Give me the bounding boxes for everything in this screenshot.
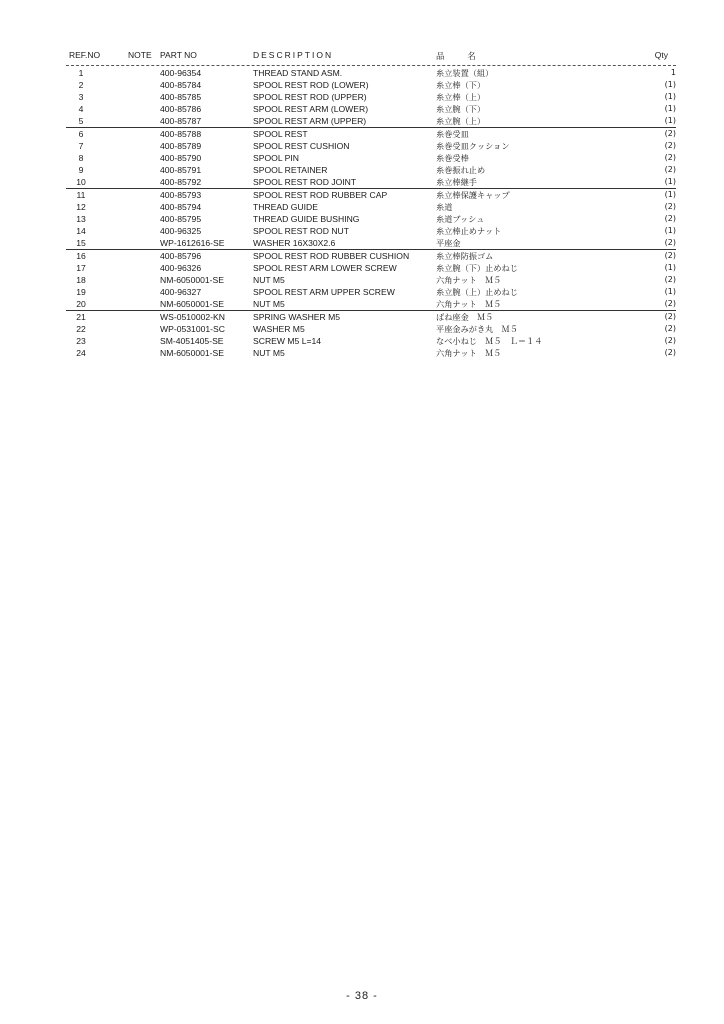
qty-cell: (1) (664, 177, 676, 186)
japanese-name-cell: 糸立装置（組） (436, 68, 494, 78)
description-cell: THREAD GUIDE (253, 202, 318, 212)
table-header (66, 48, 676, 62)
japanese-name-cell: 平座金みがき丸 Ｍ５ (436, 324, 518, 334)
qty-cell: (2) (664, 202, 676, 211)
ref-no-cell: 16 (76, 251, 86, 261)
description-cell: SPOOL RETAINER (253, 165, 328, 175)
japanese-name-cell: 糸巻振れ止め (436, 165, 486, 175)
ref-no-cell: 5 (78, 116, 84, 126)
qty-cell: (2) (664, 129, 676, 138)
japanese-name-cell: 糸立棒（下） (436, 80, 486, 90)
part-no-cell: 400-85790 (160, 153, 202, 163)
table-row (66, 249, 676, 262)
part-no-cell: 400-85795 (160, 214, 202, 224)
part-no-cell: NM-6050001-SE (160, 299, 225, 309)
part-no-cell: 400-85788 (160, 129, 202, 139)
qty-cell: (1) (664, 116, 676, 125)
ref-no-cell: 24 (76, 348, 86, 358)
description-cell: NUT M5 (253, 348, 285, 358)
japanese-name-cell: ばね座金 Ｍ５ (436, 312, 494, 322)
description-cell: SPOOL REST (253, 129, 308, 139)
table-row (66, 262, 676, 274)
part-no-cell: WP-1612616-SE (160, 238, 225, 248)
part-no-cell: 400-96326 (160, 263, 202, 273)
table-row (66, 79, 676, 91)
part-no-cell: 400-96327 (160, 287, 202, 297)
japanese-name-cell: 糸立棒（上） (436, 92, 486, 102)
ref-no-cell: 10 (76, 177, 86, 187)
description-cell: WASHER 16X30X2.6 (253, 238, 336, 248)
qty-cell: (1) (664, 92, 676, 101)
description-cell: SPOOL REST ROD RUBBER CUSHION (253, 251, 410, 261)
table-row (66, 188, 676, 201)
qty-cell: (2) (664, 251, 676, 260)
ref-no-cell: 11 (76, 190, 86, 200)
table-row (66, 225, 676, 237)
japanese-name-cell: 糸立腕（下） (436, 104, 486, 114)
description-cell: THREAD GUIDE BUSHING (253, 214, 360, 224)
japanese-name-cell: 糸立腕（上） (436, 116, 486, 126)
japanese-name-cell: 六角ナット Ｍ５ (436, 348, 502, 358)
description-cell: NUT M5 (253, 299, 285, 309)
description-cell: SPOOL REST ARM LOWER SCREW (253, 263, 397, 273)
description-cell: NUT M5 (253, 275, 285, 285)
ref-no-cell: 1 (78, 68, 84, 78)
description-cell: SPOOL REST ROD NUT (253, 226, 349, 236)
table-row (66, 298, 676, 310)
table-row (66, 164, 676, 176)
header-qty: Qty (654, 50, 668, 60)
qty-cell: (2) (664, 165, 676, 174)
table-row (66, 347, 676, 359)
table-row (66, 310, 676, 323)
description-cell: SPOOL REST ROD JOINT (253, 177, 357, 187)
part-no-cell: 400-85787 (160, 116, 202, 126)
qty-cell: (1) (664, 287, 676, 296)
ref-no-cell: 8 (78, 153, 84, 163)
description-cell: WASHER M5 (253, 324, 305, 334)
table-row (66, 323, 676, 335)
part-no-cell: 400-96354 (160, 68, 202, 78)
table-body (66, 67, 676, 359)
page-number: - 38 - (346, 990, 378, 1002)
part-no-cell: 400-85791 (160, 165, 202, 175)
description-cell: SPOOL REST ROD (LOWER) (253, 80, 369, 90)
japanese-name-cell: 平座金 (436, 238, 461, 248)
qty-cell: 1 (670, 68, 676, 77)
description-cell: SPOOL REST ROD RUBBER CAP (253, 190, 388, 200)
table-row (66, 127, 676, 140)
japanese-name-cell: 糸巻受皿 (436, 129, 469, 139)
table-row (66, 140, 676, 152)
ref-no-cell: 13 (76, 214, 86, 224)
japanese-name-cell: 六角ナット Ｍ５ (436, 275, 502, 285)
description-cell: SPRING WASHER M5 (253, 312, 341, 322)
qty-cell: (1) (664, 80, 676, 89)
description-cell: SCREW M5 L=14 (253, 336, 322, 346)
table-row (66, 201, 676, 213)
japanese-name-cell: 糸立棒防振ゴム (436, 251, 494, 261)
description-cell: SPOOL REST CUSHION (253, 141, 350, 151)
part-no-cell: 400-85793 (160, 190, 202, 200)
table-row (66, 115, 676, 127)
ref-no-cell: 23 (76, 336, 86, 346)
header-description: DESCRIPTION (253, 50, 334, 60)
qty-cell: (2) (664, 238, 676, 247)
ref-no-cell: 6 (78, 129, 84, 139)
header-note: NOTE (128, 50, 152, 60)
japanese-name-cell: なべ小ねじ Ｍ５ Ｌ＝１４ (436, 336, 543, 346)
qty-cell: (1) (664, 104, 676, 113)
description-cell: SPOOL REST ARM (UPPER) (253, 116, 367, 126)
ref-no-cell: 2 (78, 80, 84, 90)
parts-table (66, 48, 676, 359)
ref-no-cell: 18 (76, 275, 86, 285)
part-no-cell: SM-4051405-SE (160, 336, 224, 346)
table-row (66, 286, 676, 298)
japanese-name-cell: 糸道ブッシュ (436, 214, 485, 224)
ref-no-cell: 19 (76, 287, 86, 297)
qty-cell: (2) (664, 348, 676, 357)
table-row (66, 176, 676, 188)
japanese-name-cell: 糸立棒保護キャップ (436, 190, 510, 200)
ref-no-cell: 22 (76, 324, 86, 334)
table-row (66, 335, 676, 347)
qty-cell: (2) (664, 324, 676, 333)
japanese-name-cell: 糸立棒継手 (436, 177, 477, 187)
japanese-name-cell: 糸立棒止めナット (436, 226, 502, 236)
qty-cell: (2) (664, 299, 676, 308)
table-row (66, 213, 676, 225)
part-no-cell: 400-85784 (160, 80, 202, 90)
japanese-name-cell: 糸立腕（上）止めねじ (436, 287, 518, 297)
table-row (66, 67, 676, 79)
table-row (66, 274, 676, 286)
part-no-cell: 400-85792 (160, 177, 202, 187)
part-no-cell: 400-85794 (160, 202, 202, 212)
ref-no-cell: 4 (78, 104, 84, 114)
qty-cell: (1) (664, 226, 676, 235)
part-no-cell: WS-0510002-KN (160, 312, 225, 322)
description-cell: SPOOL PIN (253, 153, 300, 163)
japanese-name-cell: 六角ナット Ｍ５ (436, 299, 502, 309)
description-cell: THREAD STAND ASM. (253, 68, 343, 78)
japanese-name-cell: 糸巻受皿クッション (436, 141, 510, 151)
ref-no-cell: 21 (76, 312, 86, 322)
header-japanese-name: 品 名 (436, 52, 486, 62)
part-no-cell: 400-85789 (160, 141, 202, 151)
ref-no-cell: 14 (76, 226, 86, 236)
qty-cell: (1) (664, 190, 676, 199)
qty-cell: (2) (664, 336, 676, 345)
part-no-cell: NM-6050001-SE (160, 275, 225, 285)
ref-no-cell: 7 (78, 141, 84, 151)
header-divider (66, 65, 676, 66)
description-cell: SPOOL REST ROD (UPPER) (253, 92, 367, 102)
part-no-cell: WP-0531001-SC (160, 324, 225, 334)
header-ref-no: REF.NO (69, 50, 101, 60)
table-row (66, 103, 676, 115)
qty-cell: (1) (664, 263, 676, 272)
part-no-cell: 400-85796 (160, 251, 202, 261)
header-part-no: PART NO (160, 50, 197, 60)
description-cell: SPOOL REST ARM (LOWER) (253, 104, 369, 114)
part-no-cell: 400-85785 (160, 92, 202, 102)
qty-cell: (2) (664, 214, 676, 223)
description-cell: SPOOL REST ARM UPPER SCREW (253, 287, 395, 297)
qty-cell: (2) (664, 275, 676, 284)
table-row (66, 91, 676, 103)
qty-cell: (2) (664, 153, 676, 162)
qty-cell: (2) (664, 141, 676, 150)
ref-no-cell: 17 (76, 263, 86, 273)
part-no-cell: NM-6050001-SE (160, 348, 225, 358)
japanese-name-cell: 糸巻受棒 (436, 153, 469, 163)
japanese-name-cell: 糸道 (436, 202, 453, 212)
qty-cell: (2) (664, 312, 676, 321)
table-row (66, 237, 676, 249)
ref-no-cell: 15 (76, 238, 86, 248)
ref-no-cell: 20 (76, 299, 86, 309)
part-no-cell: 400-85786 (160, 104, 202, 114)
table-row (66, 152, 676, 164)
japanese-name-cell: 糸立腕（下）止めねじ (436, 263, 518, 273)
ref-no-cell: 3 (78, 92, 84, 102)
ref-no-cell: 9 (78, 165, 84, 175)
part-no-cell: 400-96325 (160, 226, 202, 236)
ref-no-cell: 12 (76, 202, 86, 212)
